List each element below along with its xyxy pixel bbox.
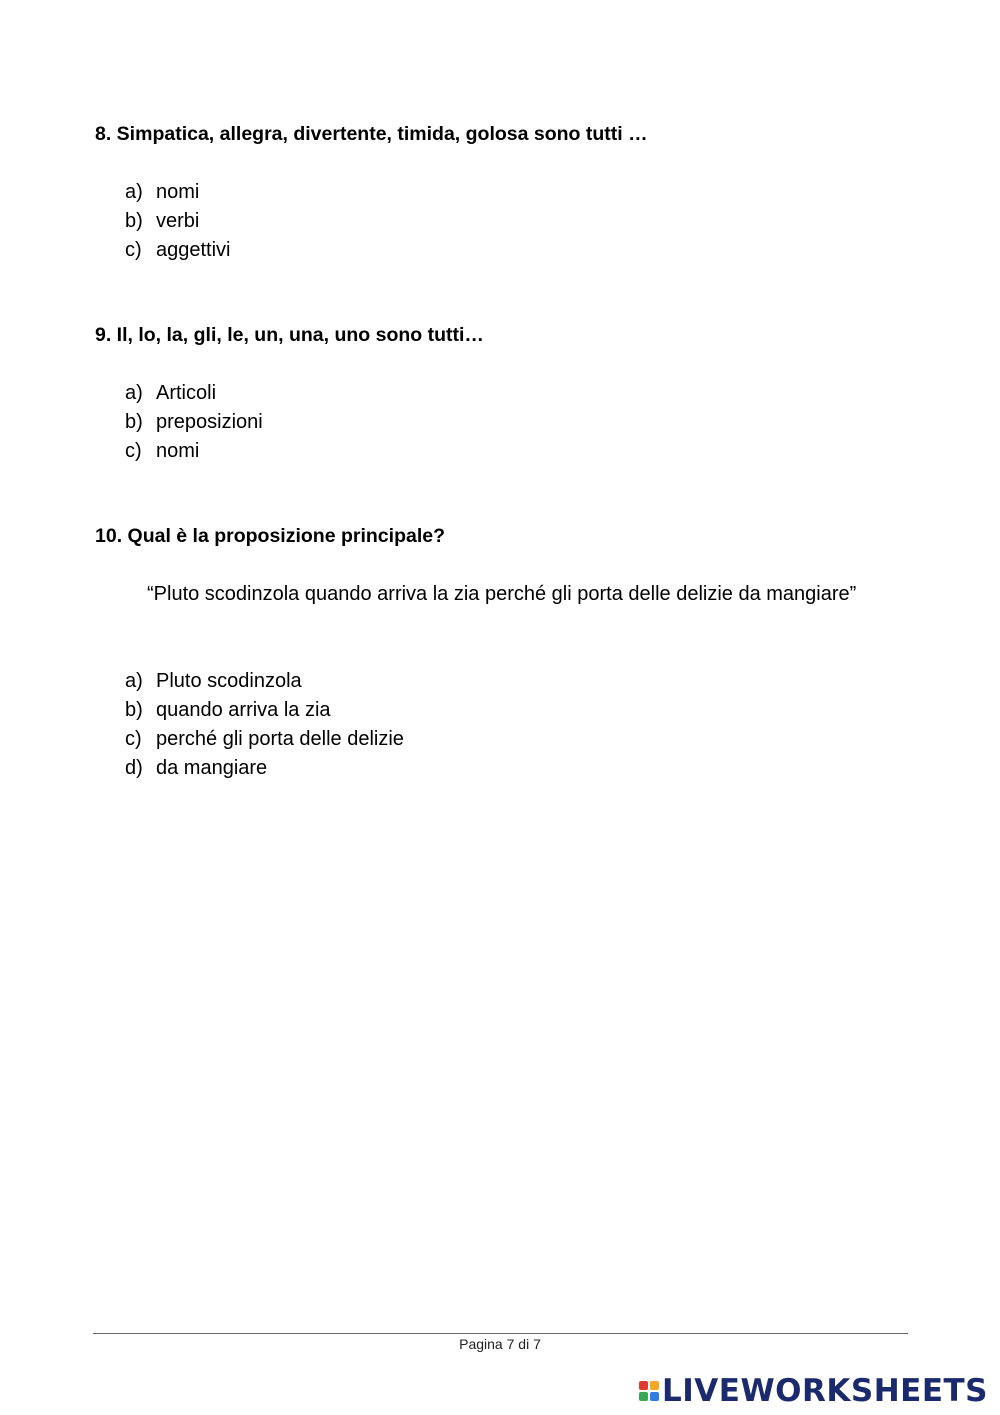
option-letter: c)	[125, 239, 142, 261]
option-letter: c)	[125, 440, 142, 462]
option-text: preposizioni	[156, 411, 263, 433]
option-item[interactable]	[125, 379, 263, 408]
option-text: Pluto scodinzola	[156, 670, 302, 692]
liveworksheets-logo-icon	[639, 1381, 659, 1401]
liveworksheets-brand[interactable]	[639, 1374, 988, 1408]
option-item[interactable]	[125, 754, 404, 783]
logo-square-red	[639, 1381, 648, 1390]
option-letter: c)	[125, 728, 142, 750]
option-item[interactable]	[125, 667, 404, 696]
question-8-options	[125, 178, 231, 265]
question-9-title: 9. Il, lo, la, gli, le, un, una, uno sono tutti…	[95, 324, 484, 346]
question-10-quote: “Pluto scodinzola quando arriva la zia perché gli porta delle delizie da mangiare”	[147, 583, 857, 605]
option-item[interactable]	[125, 178, 231, 207]
option-letter: a)	[125, 181, 143, 203]
option-text: da mangiare	[156, 757, 268, 779]
page-number: Pagina 7 di 7	[459, 1336, 541, 1352]
question-8-title: 8. Simpatica, allegra, divertente, timida, golosa sono tutti …	[95, 123, 648, 145]
question-10-title: 10. Qual è la proposizione principale?	[95, 525, 446, 547]
option-text: aggettivi	[156, 239, 231, 261]
brand-name: LIVEWORKSHEETS	[662, 1373, 988, 1409]
option-letter: d)	[125, 757, 143, 779]
option-item[interactable]	[125, 408, 263, 437]
question-9-options	[125, 379, 263, 466]
option-text: nomi	[156, 181, 200, 203]
logo-square-orange	[650, 1381, 659, 1390]
question-10-options	[125, 667, 404, 783]
option-item[interactable]	[125, 725, 404, 754]
option-letter: a)	[125, 670, 143, 692]
option-item[interactable]	[125, 236, 231, 265]
option-item[interactable]	[125, 437, 263, 466]
option-text: Articoli	[156, 382, 217, 404]
footer-divider	[93, 1333, 908, 1334]
logo-square-green	[639, 1392, 648, 1401]
option-text: perché gli porta delle delizie	[156, 728, 404, 750]
option-letter: b)	[125, 411, 143, 433]
option-text: nomi	[156, 440, 200, 462]
option-item[interactable]	[125, 696, 404, 725]
option-text: quando arriva la zia	[156, 699, 331, 721]
option-letter: b)	[125, 699, 143, 721]
option-item[interactable]	[125, 207, 231, 236]
option-text: verbi	[156, 210, 200, 232]
option-letter: a)	[125, 382, 143, 404]
option-letter: b)	[125, 210, 143, 232]
logo-square-blue	[650, 1392, 659, 1401]
